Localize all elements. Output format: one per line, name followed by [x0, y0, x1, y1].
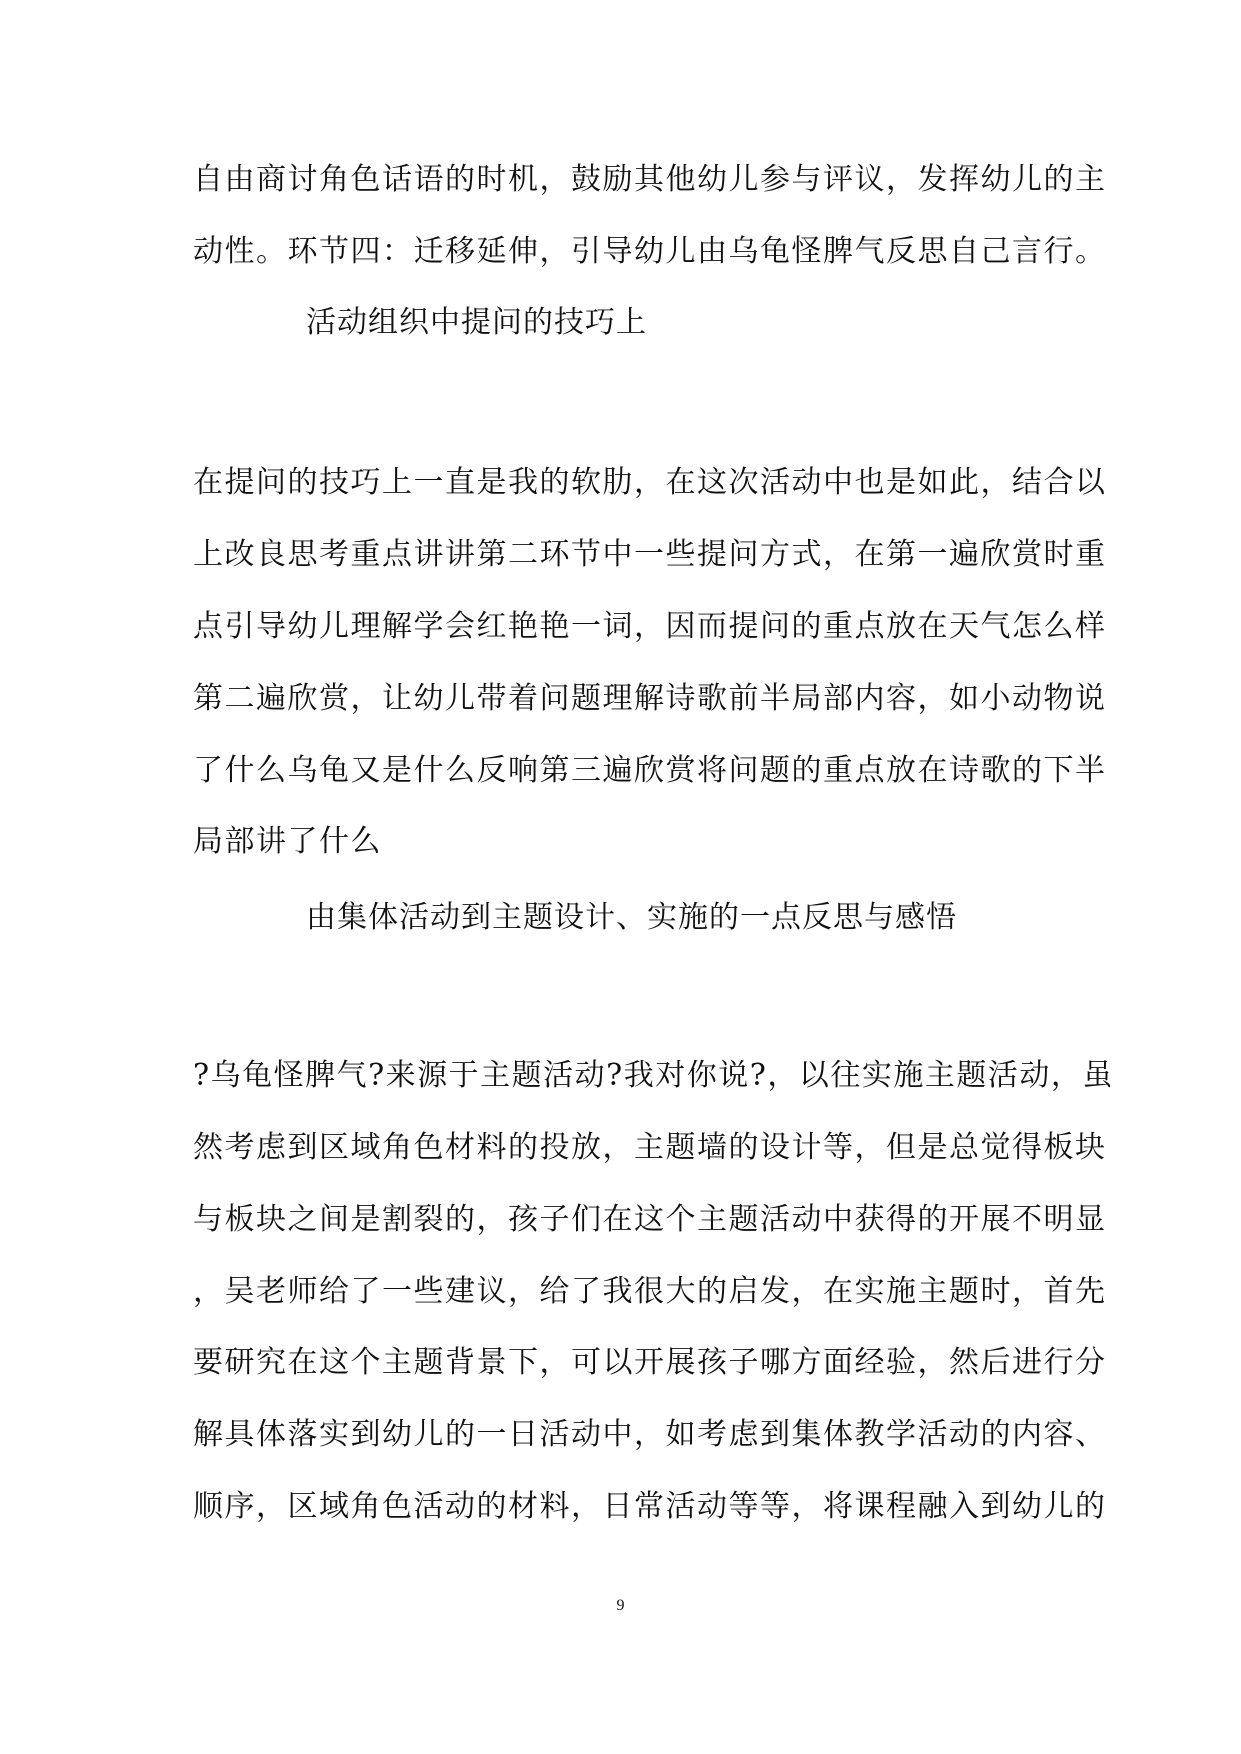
section-heading: 活动组织中提问的技巧上: [306, 305, 647, 340]
paragraph-line: 顺序，区域角色活动的材料，日常活动等等，将课程融入到幼儿的: [193, 1489, 1107, 1524]
paragraph-line: 第二遍欣赏，让幼儿带着问题理解诗歌前半局部内容，如小动物说: [193, 681, 1107, 716]
paragraph-line: 在提问的技巧上一直是我的软肋，在这次活动中也是如此，结合以: [193, 465, 1107, 500]
paragraph-line: ，吴老师给了一些建议，给了我很大的启发，在实施主题时，首先: [193, 1274, 1107, 1309]
paragraph-line: 局部讲了什么: [193, 824, 382, 859]
paragraph-line: 然考虑到区域角色材料的投放，主题墙的设计等，但是总觉得板块: [193, 1130, 1107, 1165]
paragraph-line: 了什么乌龟又是什么反响第三遍欣赏将问题的重点放在诗歌的下半: [193, 753, 1107, 788]
paragraph-line: 要研究在这个主题背景下，可以开展孩子哪方面经验，然后进行分: [193, 1345, 1107, 1380]
paragraph-line: 自由商讨角色话语的时机，鼓励其他幼儿参与评议，发挥幼儿的主: [193, 162, 1107, 197]
paragraph-line: ?乌龟怪脾气?来源于主题活动?我对你说?，以往实施主题活动，虽: [193, 1058, 1114, 1093]
page-number: 9: [616, 1597, 625, 1614]
section-heading: 由集体活动到主题设计、实施的一点反思与感悟: [306, 900, 957, 935]
paragraph-line: 解具体落实到幼儿的一日活动中，如考虑到集体教学活动的内容、: [193, 1417, 1107, 1452]
paragraph-line: 与板块之间是割裂的，孩子们在这个主题活动中获得的开展不明显: [193, 1202, 1107, 1237]
paragraph-line: 上改良思考重点讲讲第二环节中一些提问方式，在第一遍欣赏时重: [193, 537, 1107, 572]
paragraph-line: 动性。环节四：迁移延伸，引导幼儿由乌龟怪脾气反思自己言行。: [193, 234, 1107, 269]
paragraph-line: 点引导幼儿理解学会红艳艳一词，因而提问的重点放在天气怎么样: [193, 609, 1107, 644]
